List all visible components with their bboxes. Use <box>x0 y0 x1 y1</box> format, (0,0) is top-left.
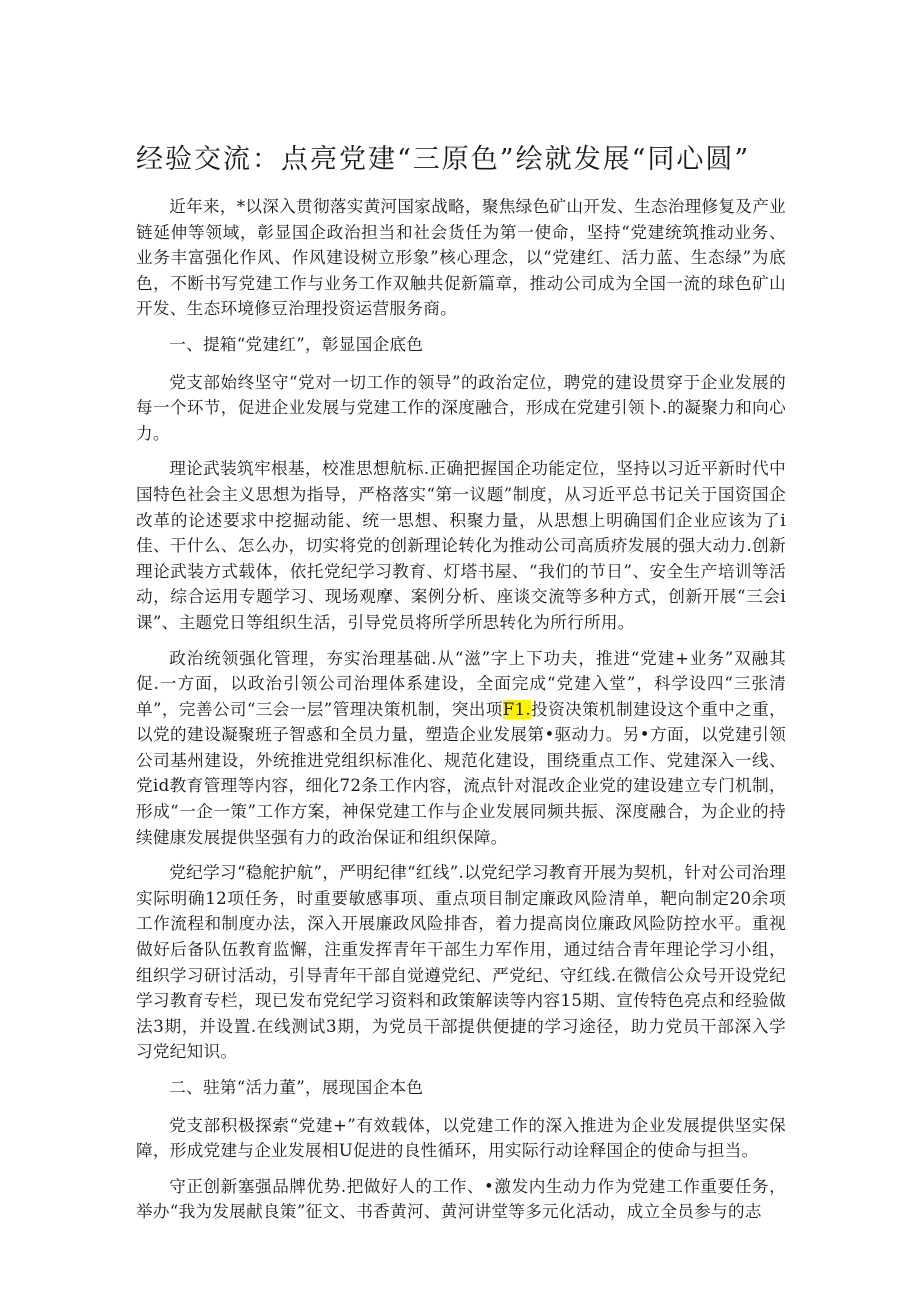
paragraph-party-plus: 党支部积极探索“党建+”有效载体，以党建工作的深入推进为企业发展提供坚实保障，形成党建与企业发展相U促进的良性循环，用实际行动诠释国企的使命与担当。 <box>136 1115 786 1161</box>
paragraph-text-before: 政治统领强化管理，夯实治理基础.从“滋”字上下功夫，推进“党建+业务”双融其促.一方面，以政治引领公司治理体系建设，全面完成“党建入堂”，科学设四“三张清单”，完善公司“三会一层”管理决策机制，突出项 <box>136 648 786 719</box>
section-heading-2: 二、驻第“活力董”，展现国企本色 <box>169 1078 424 1097</box>
document-title: 经验交流：点亮党建“三原色”绘就发展“同心圆” <box>136 144 751 175</box>
paragraph-theory-armament: 理论武装筑牢根基，校准思想航标.正确把握国企功能定位，坚持以习近平新时代中国特色社会主义思想为指导，严格落实“第一议题”制度，从习近平总书记关于国资国企改革的论述要求中挖掘动能、统一思想、积聚力量，从思想上明确国们企业应该为了i佳、干什么、怎么办，切实将党的创新理论转化为推动公司高质疥发展的强大动力.创新理论武装方式载体，依托党纪学习教育、灯塔书屋、“我们的节日”、安全生产培训等活动，综合运用专题学习、现场观摩、案例分析、座谈交流等多种方式，创新开展“三会i课”、主题党日等组织生活，引导党员将所学所思转化为所行所用。 <box>136 459 786 632</box>
highlighted-text: F1. <box>502 699 531 719</box>
paragraph-party-leadership: 党支部始终坚守“党对一切工作的领导”的政治定位，聘党的建设贯穿于企业发展的每一个环节，促进企业发展与党建工作的深度融合，形成在党建引领卜.的凝聚力和向心力。 <box>136 372 786 443</box>
document-page <box>136 140 786 1235</box>
paragraph-intro: 近年来，*以深入贯彻落实黄河国家战略，聚焦绿色矿山开发、生态治理修复及产业链延伸等领域，彰显国企政治担当和社会货任为第一使命，坚持“党建统筑推动业务、业务丰富强化作风、作风建设树立形象”核心理念，以“党建红、活力蓝、生态绿”为底色，不断书写党建工作与业务工作双触共促新篇章，推动公司成为全国一流的球色矿山开发、生态环境修豆治理投资运营服务商。 <box>136 197 786 319</box>
paragraph-political-governance <box>136 646 786 851</box>
paragraph-discipline-study: 党纪学习“稳舵护航”，严明纪律“红线”.以党纪学习教育开展为契机，针对公司治理实际明确12项任务，时重要敏感事项、重点项目制定廉政风险清单，靶向制定20余项工作流程和制度办法，深入开展廉政风险排杳，着力提高岗位廉政风险防控水平。重视做好后备队伍教育监懈，注重发挥青年干部生力军作用，通过结合青年理论学习小组，组织学习研讨活动，引导青年干部自觉遵党纪、严党纪、守红线.在微信公众号开设党纪学习教育专栏，现已发布党纪学习资料和政策解读等内容15期、宣传特色亮点和经验做法3期，并设置.在线测试3期，为党员干部提供便捷的学习途径，助力党员干部深入学习党纪知识。 <box>136 863 786 1062</box>
paragraph-brand-advantage: 守正创新塞强品牌优势.把做好人的工作、•激发内生动力作为党建工作重要任务，举办“我为发展献良策”征文、书香黄河、黄河讲堂等多元化活动，成立全员参与的志 <box>136 1176 786 1222</box>
paragraph-text-after: 投资决策机制建设这个重中之重，以党的建设凝聚班子智惑和全员力量，塑造企业发展第•驱动力。另•方面，以党建引领公司基州建设，外统推进党组织标准化、规范化建设，围绕重点工作、党建深入一线、党id教育管理等内容，细化72条工作内容，流点针对混改企业党的建设建立专门机制，形成“一企一策”工作方案，神保党建工作与企业发展同频共振、深度融合，为企业的持续健康发展提供坚强有力的政治保证和组织保障。 <box>136 699 786 847</box>
section-heading-1: 一、提箱“党建红”，彰显国企底色 <box>169 334 424 354</box>
